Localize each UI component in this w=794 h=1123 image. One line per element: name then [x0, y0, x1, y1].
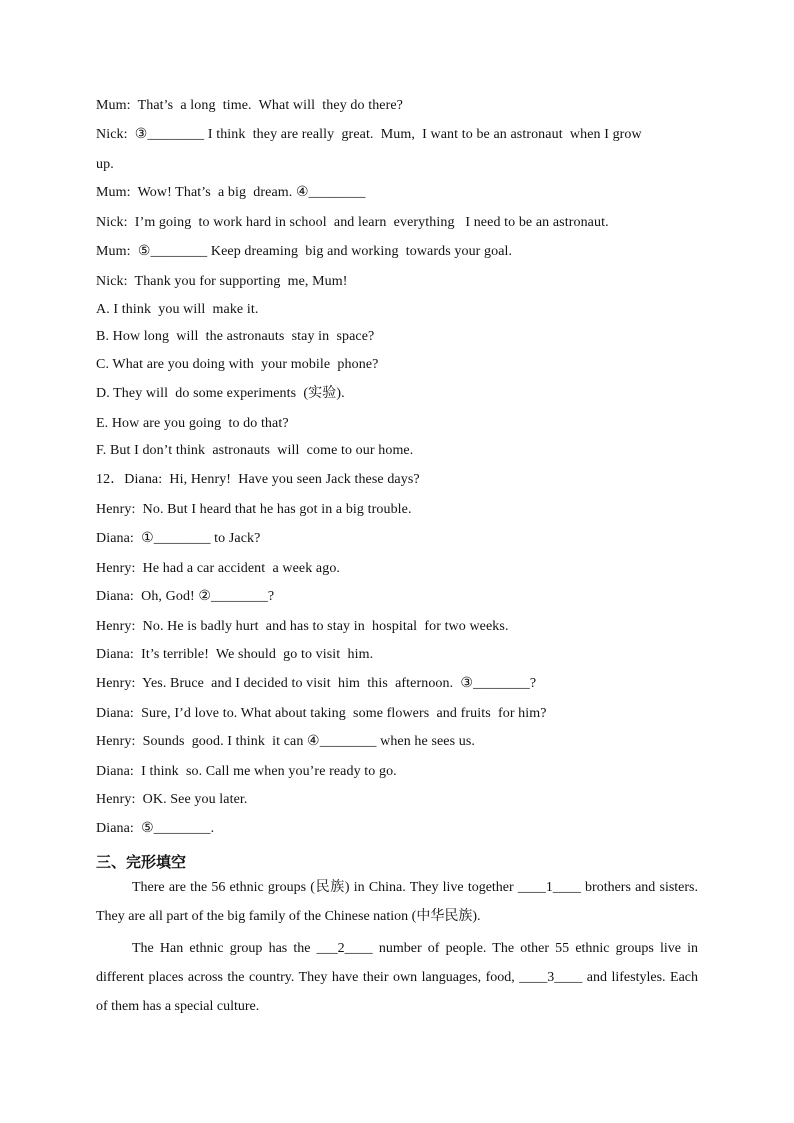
dialogue-line: Mum: That’s a long time. What will they do there? — [96, 98, 403, 113]
dialogue-line: Henry: No. He is badly hurt and has to stay in hospital for two weeks. — [96, 619, 509, 634]
dialogue-line: Henry: No. But I heard that he has got in a big trouble. — [96, 502, 412, 517]
dialogue-line: Henry: He had a car accident a week ago. — [96, 561, 341, 576]
dialogue-line: Mum: ⑤________ Keep dreaming big and working towards your goal. — [96, 244, 513, 259]
cloze-paragraph-text: The Han ethnic group has the ___2____ number of people. The other 55 ethnic groups live in different places across the country. They have their own languages, food, ____3____ and lifestyles. Each of them has a special culture. — [96, 941, 698, 1014]
dialogue-line: Diana: ⑤________. — [96, 821, 215, 836]
dialogue-line: Henry: Yes. Bruce and I decided to visit him this afternoon. ③________? — [96, 676, 537, 691]
dialogue-line: Diana: Oh, God! ②________? — [96, 589, 275, 604]
answer-option: A. I think you will make it. — [96, 302, 259, 317]
cloze-paragraph — [96, 934, 698, 1021]
dialogue-line: Nick: ③________ I think they are really great. Mum, I want to be an astronaut when I grow — [96, 127, 642, 142]
dialogue-line: Mum: Wow! That’s a big dream. ④________ — [96, 185, 366, 200]
section-title: 三、完形填空 — [96, 853, 187, 871]
dialogue-line: Nick: I’m going to work hard in school and learn everything I need to be an astronaut. — [96, 215, 609, 230]
cloze-paragraph — [96, 873, 698, 931]
dialogue-line: Diana: ①________ to Jack? — [96, 531, 261, 546]
answer-option: C. What are you doing with your mobile phone? — [96, 357, 379, 372]
answer-option: D. They will do some experiments (实验). — [96, 386, 345, 401]
answer-option: F. But I don’t think astronauts will come to our home. — [96, 443, 414, 458]
answer-option: E. How are you going to do that? — [96, 416, 289, 431]
dialogue-line: up. — [96, 157, 114, 172]
dialogue-line: Diana: Sure, I’d love to. What about taking some flowers and fruits for him? — [96, 706, 547, 721]
dialogue-line: Nick: Thank you for supporting me, Mum! — [96, 274, 348, 289]
dialogue-line: Diana: I think so. Call me when you’re ready to go. — [96, 764, 397, 779]
dialogue-line: Henry: OK. See you later. — [96, 792, 248, 807]
dialogue-line: Henry: Sounds good. I think it can ④________ when he sees us. — [96, 734, 476, 749]
dialogue-line: Diana: It’s terrible! We should go to visit him. — [96, 647, 374, 662]
answer-option: B. How long will the astronauts stay in space? — [96, 329, 375, 344]
question-12-line: 12．Diana: Hi, Henry! Have you seen Jack these days? — [96, 472, 420, 487]
cloze-paragraph-text: There are the 56 ethnic groups (民族) in China. They live together ____1____ brothers and sisters. They are all part of the big family of the Chinese nation (中华民族). — [96, 880, 698, 924]
